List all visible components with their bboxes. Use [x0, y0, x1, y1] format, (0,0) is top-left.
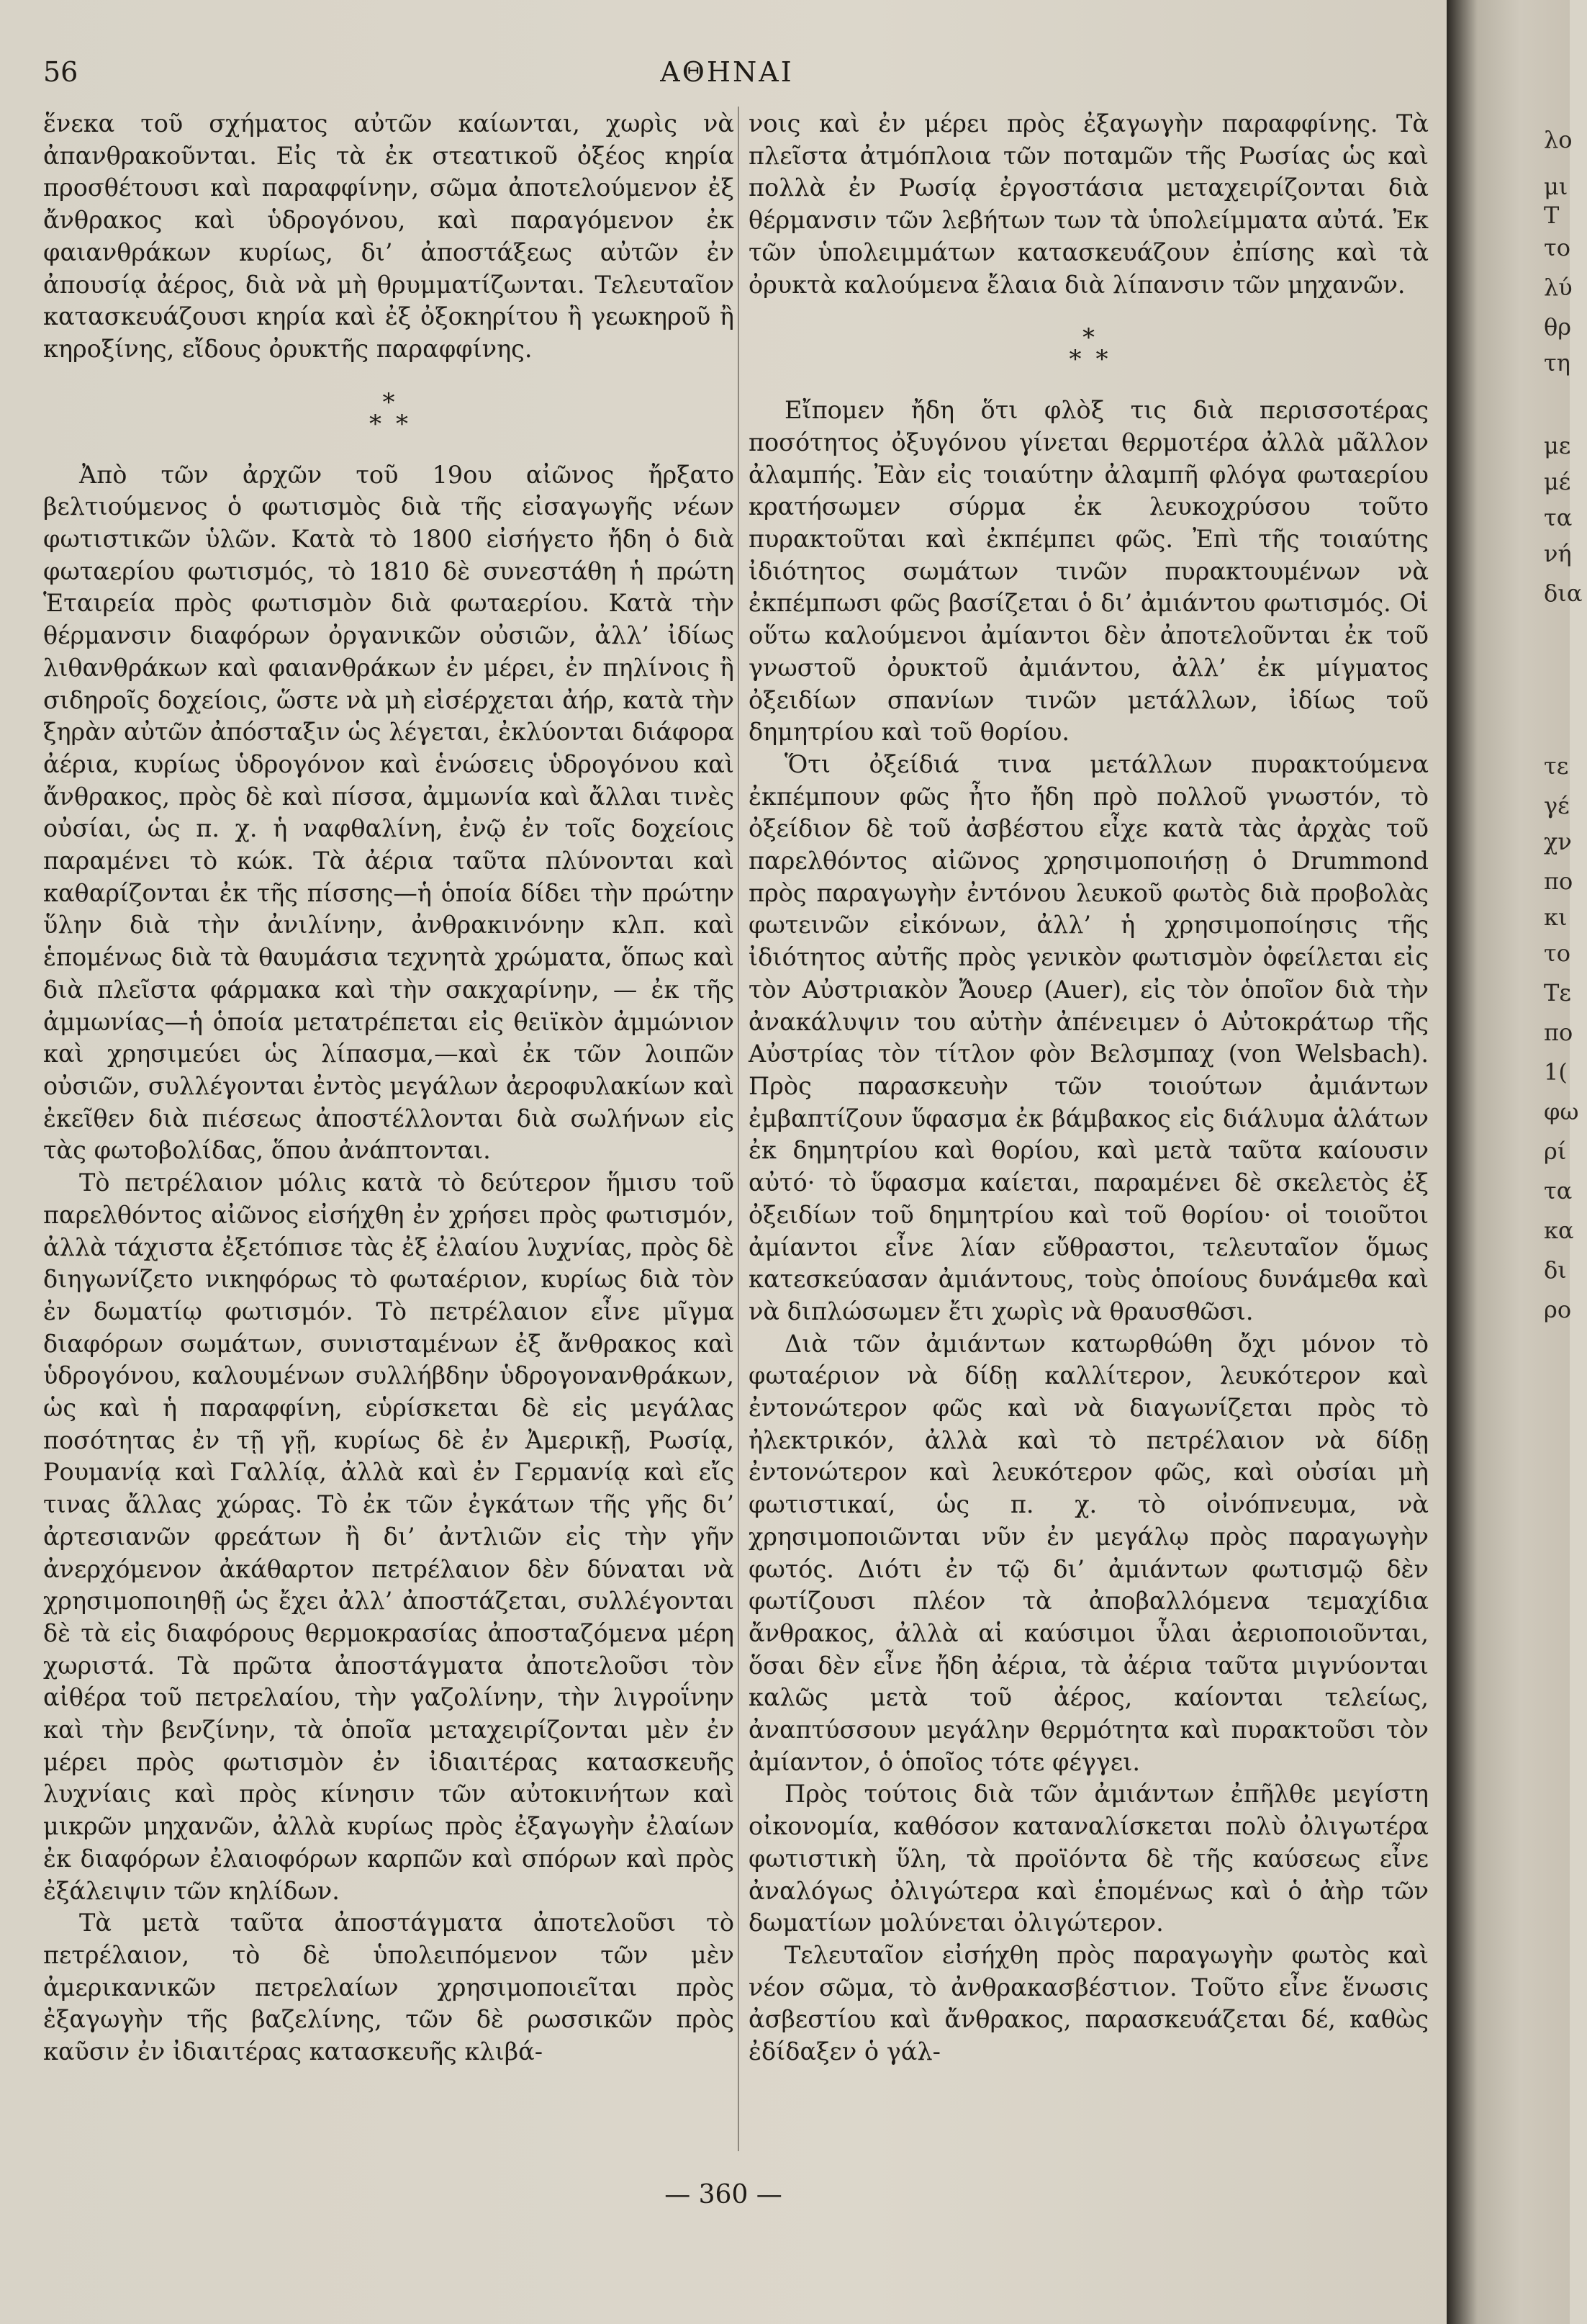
paragraph: Τελευταῖον εἰσήχθη πρὸς παραγωγὴν φωτὸς καὶ νέον σῶμα, τὸ ἀνθρακασβέστιον. Τοῦτο εἶνε ἕνωσις ἀσβεστίου καὶ ἄνθρακος, παρασκευάζεται δέ, καθὼς ἐδίδαξεν ὁ γάλ- [749, 1940, 1429, 2066]
page-footer-marker: — 360 — [664, 2180, 782, 2210]
edge-fragment: ρί [1544, 1138, 1567, 1165]
paragraph: Διὰ τῶν ἀμιάντων κατωρθώθη ὄχι μόνον τὸ φωταέριον νὰ δίδῃ καλλίτερον, λευκότερον καὶ ἐντονώτερον φῶς καὶ νὰ διαγωνίζεται πρὸς τὸ ἠλεκτρικόν, ἀλλὰ καὶ τὸ πετρέλαιον νὰ δίδῃ ἐντονώτερον καὶ λευκότερον φῶς, καὶ οὐσίαι μὴ φωτιστικαί, ὡς π. χ. τὸ οἰνόπνευμα, νὰ χρησιμοποιῶνται νῦν ἐν μεγάλῳ πρὸς παραγωγὴν φωτός. Διότι ἐν τῷ δι’ ἀμιάντων φωτισμῷ δὲν φωτίζουσι πλέον τὰ ἀποβαλλόμενα τεμαχίδια ἄνθρακος, ἀλλὰ αἱ καύσιμοι ὗλαι ἀεριοποιοῦνται, ὅσαι δὲν εἶνε ἤδη ἀέρια, τὰ ἀέρια ταῦτα μιγνύονται καλῶς μετὰ τοῦ ἀέρος, καίονται τελείως, ἀναπτύσσουν μεγάλην θερμότητα καὶ πυρακτοῦσι τὸν ἀμίαντον, ὁ ὁποῖος τότε φέγγει. [749, 1329, 1429, 1776]
edge-fragment: κα [1544, 1217, 1574, 1244]
column-divider [738, 107, 739, 2151]
paragraph: Ἀπὸ τῶν ἀρχῶν τοῦ 19ου αἰῶνος ἤρξατο βελτιούμενος ὁ φωτισμὸς διὰ τῆς εἰσαγωγῆς νέων φωτιστικῶν ὑλῶν. Κατὰ τὸ 1800 εἰσήγετο ἤδη ὁ διὰ φωταερίου φωτισμός, τὸ 1810 δὲ συνεστάθη ἡ πρώτη Ἑταιρεία πρὸς φωτισμὸν διὰ φωταερίου. Κατὰ τὴν θέρμανσιν διαφόρων ὀργανικῶν οὐσιῶν, ἀλλ’ ἰδίως λιθανθράκων καὶ φαιανθράκων ἐν μέρει, ἐν πηλίνοις ἢ σιδηροῖς δοχείοις, ὥστε νὰ μὴ εἰσέρχεται ἀήρ, κατὰ τὴν ξηρὰν αὐτῶν ἀπόσταξιν ὡς λέγεται, ἐκλύονται διάφορα ἀέρια, κυρίως ὑδρογόνον καὶ ἑνώσεις ὑδρογόνου καὶ ἄνθρακος, πρὸς δὲ καὶ πίσσα, ἀμμωνία καὶ ἄλλαι τινὲς οὐσίαι, ὡς π. χ. ἡ ναφθαλίνη, ἐνῷ ἐν τοῖς δοχείοις παραμένει τὸ κώκ. Τὰ ἀέρια ταῦτα πλύνονται καὶ καθαρίζονται ἐκ τῆς πίσσης—ἡ ὁποία δίδει τὴν πρώτην ὕλην διὰ τὴν ἀνιλίνην, ἀνθρακινόνην κλπ. καὶ ἑπομένως διὰ τὰ θαυμάσια τεχνητὰ χρώματα, ὅπως καὶ διὰ πλεῖστα φάρμακα καὶ τὴν σακχαρίνην, — ἐκ τῆς ἀμμωνίας—ἡ ὁποία μετατρέπεται εἰς θειϊκὸν ἀμμώνιον καὶ χρησιμεύει ὡς λίπασμα,—καὶ ἐκ τῶν λοιπῶν οὐσιῶν, συλλέγονται ἐντὸς μεγάλων ἀεροφυλακίων καὶ ἐκεῖθεν διὰ πιέσεως ἀποστέλλονται διὰ σωλήνων εἰς τὰς φωτοβολίδας, ὅπου ἀνάπτονται. [43, 460, 734, 1165]
page-header [43, 56, 1411, 99]
edge-fragment: λο [1544, 126, 1573, 153]
edge-fragment: τα [1544, 504, 1573, 531]
edge-fragment: το [1544, 234, 1570, 261]
asterism: * ** [1069, 323, 1123, 374]
edge-fragment: 1( [1544, 1058, 1568, 1086]
edge-fragment: πο [1544, 1019, 1573, 1046]
paragraph: Πρὸς τούτοις διὰ τῶν ἀμιάντων ἐπῆλθε μεγίστη οἰκονομία, καθόσον καταναλίσκεται πολὺ ὀλιγωτέρα φωτιστικὴ ὕλη, τὰ προϊόντα δὲ τῆς καύσεως εἶνε ἀναλόγως ὀλιγώτερα καὶ ἑπομένως καὶ ὁ ἀὴρ τῶν δωματίων μολύνεται ὀλιγώτερον. [749, 1780, 1429, 1937]
adjacent-page-edge [1447, 0, 1583, 2324]
edge-fragment: ρο [1544, 1296, 1572, 1323]
edge-fragment: το [1544, 940, 1570, 967]
edge-fragment: μι [1544, 173, 1568, 200]
page-number: 56 [43, 56, 78, 88]
paragraph: ἕνεκα τοῦ σχήματος αὐτῶν καίωνται, χωρὶς νὰ ἀπανθρακοῦνται. Εἰς τὰ ἐκ στεατικοῦ ὀξέος κηρία προσθέτουσι καὶ παραφφίνην, σῶμα ἀποτελούμενον ἐξ ἄνθρακος καὶ ὑδρογόνου, καὶ παραγόμενον ἐκ φαιανθράκων κυρίως, δι’ ἀποστάξεως αὐτῶν ἐν ἀπουσίᾳ ἀέρος, διὰ νὰ μὴ θρυμματίζωνται. Τελευταῖον κατασκευάζουσι κηρία καὶ ἐξ ὀξοκηρίτου ἢ γεωκηροῦ ἢ κηροξίνης, εἴδους ὀρυκτῆς παραφφίνης. [43, 109, 734, 363]
edge-fragment: γέ [1544, 792, 1570, 819]
edge-fragment: πο [1544, 868, 1573, 895]
edge-fragment: με [1544, 432, 1571, 459]
edge-fragment: νή [1544, 540, 1572, 567]
edge-fragment: χν [1544, 828, 1572, 855]
paragraph: Εἴπομεν ἤδη ὅτι φλὸξ τις διὰ περισσοτέρας ποσότητος ὀξυγόνου γίνεται θερμοτέρα ἀλλὰ μᾶλλον ἀλαμπής. Ἐὰν εἰς τοιαύτην ἀλαμπῆ φλόγα φωταερίου κρατήσωμεν σύρμα ἐκ λευκοχρύσου τοῦτο πυρακτοῦται καὶ ἐκπέμπει φῶς. Ἐπὶ τῆς τοιαύτης ἰδιότητος σωμάτων τινῶν πυρακτουμένων νὰ ἐκπέμπωσι φῶς βασίζεται ὁ δι’ ἀμιάντου φωτισμός. Οἱ οὕτω καλούμενοι ἀμίαντοι δὲν ἀποτελοῦνται ἐκ τοῦ γνωστοῦ ὀρυκτοῦ ἀμιάντου, ἀλλ’ ἐκ μίγματος ὀξειδίων σπανίων τινῶν μετάλλων, ἰδίως τοῦ δημητρίου καὶ τοῦ θορίου. [749, 396, 1429, 747]
paragraph: Ὅτι ὀξείδιά τινα μετάλλων πυρακτούμενα ἐκπέμπουν φῶς ἦτο ἤδη πρὸ πολλοῦ γνωστόν, τὸ ὀξείδιον δὲ τοῦ ἀσβέστου εἶχε κατὰ τὰς ἀρχὰς τοῦ παρελθόντος αἰῶνος χρησιμοποιήσῃ ὁ Drummond πρὸς παραγωγὴν ἐντόνου λευκοῦ φωτὸς διὰ προβολὰς φωτεινῶν εἰκόνων, ἀλλ’ ἡ χρησιμοποίησις τῆς ἰδιότητος αὐτῆς πρὸς γενικὸν φωτισμὸν ὀφείλεται εἰς τὸν Αὐστριακὸν Ἄουερ (Auer), εἰς τὸν ὁποῖον διὰ τὴν ἀνακάλυψιν του αὐτὴν ἀπένειμεν ὁ Αὐτοκράτωρ τῆς Αὐστρίας τὸν τίτλον φὸν Βελσμπαχ (von Welsbach). Πρὸς παρασκευὴν τῶν τοιούτων ἀμιάντων ἐμβαπτίζουν ὕφασμα ἐκ βάμβακος εἰς διάλυμα ἁλάτων ἐκ δημητρίου καὶ θορίου, καὶ μετὰ ταῦτα καίουσιν αὐτό· τὸ ὕφασμα καίεται, παραμένει δὲ σκελετὸς ἐξ ὀξειδίων τοῦ δημητρίου καὶ τοῦ θορίου· οἱ τοιοῦτοι ἀμίαντοι εἶνε λίαν εὔθραστοι, τελευταῖον ὅμως κατεσκεύασαν ἀμιάντους, τοὺς ὁποίους δυνάμεθα καὶ νὰ διπλώσωμεν ἔτι χωρὶς νὰ θραυσθῶσι. [749, 749, 1429, 1325]
edge-fragment: φω [1544, 1098, 1579, 1125]
running-title: ΑΘΗΝΑΙ [660, 56, 794, 88]
edge-fragment: τη [1544, 349, 1570, 377]
asterism: * ** [369, 387, 422, 438]
paragraph: νοις καὶ ἐν μέρει πρὸς ἐξαγωγὴν παραφφίνης. Τὰ πλεῖστα ἀτμόπλοια τῶν ποταμῶν τῆς Ρωσίας ὡς καὶ πολλὰ ἐν Ρωσίᾳ ἐργοστάσια μεταχειρίζονται διὰ θέρμανσιν τῶν λεβήτων των τὰ ὑπολείμματα αὐτά. Ἐκ τῶν ὑπολειμμάτων κατασκευάζουν ἐπίσης καὶ τὰ ὀρυκτὰ καλούμενα ἔλαια διὰ λίπανσιν τῶν μηχανῶν. [749, 109, 1429, 299]
edge-fragment: θρ [1544, 313, 1572, 341]
edge-fragment: δια [1544, 580, 1583, 607]
edge-fragment: κι [1544, 904, 1568, 931]
edge-fragment: τε [1544, 752, 1569, 780]
edge-fragment: Τ [1544, 202, 1560, 229]
edge-fragment: δι [1544, 1256, 1567, 1284]
right-column [749, 108, 1429, 2068]
paragraph: Τὸ πετρέλαιον μόλις κατὰ τὸ δεύτερον ἥμισυ τοῦ παρελθόντος αἰῶνος εἰσήχθη ἐν χρήσει πρὸς φωτισμόν, ἀλλὰ τάχιστα ἐξετόπισε τὰς ἐξ ἐλαίου λυχνίας, πρὸς δὲ διηγωνίζετο νικηφόρως τὸ φωταέριον, κυρίως διὰ τὸν ἐν δωματίῳ φωτισμόν. Τὸ πετρέλαιον εἶνε μῖγμα διαφόρων σωμάτων, συνισταμένων ἐξ ἄνθρακος καὶ ὑδρογόνου, καλουμένων συλλήβδην ὑδρογονανθράκων, ὡς καὶ ἡ παραφφίνη, εὑρίσκεται δὲ εἰς μεγάλας ποσότητας ἐν τῇ γῇ, κυρίως δὲ ἐν Ἀμερικῇ, Ρωσίᾳ, Ρουμανίᾳ καὶ Γαλλίᾳ, ἀλλὰ καὶ ἐν Γερμανίᾳ καὶ εἴς τινας ἄλλας χώρας. Τὸ ἐκ τῶν ἐγκάτων τῆς γῆς δι’ ἀρτεσιανῶν φρεάτων ἢ δι’ ἀντλιῶν εἰς τὴν γῆν ἀνερχόμενον ἀκάθαρτον πετρέλαιον δὲν δύναται νὰ χρησιμοποιηθῇ ὡς ἔχει ἀλλ’ ἀποστάζεται, συλλέγονται δὲ τὰ εἰς διαφόρους θερμοκρασίας ἀποσταζόμενα μέρη χωριστά. Τὰ πρῶτα ἀποστάγματα ἀποτελοῦσι τὸν αἰθέρα τοῦ πετρελαίου, τὴν γαζολίνην, τὴν λιγροΐνην καὶ τὴν βενζίνην, τὰ ὁποῖα μεταχειρίζονται μὲν ἐν μέρει πρὸς φωτισμὸν ἐν ἰδιαιτέρας κατασκευῆς λυχνίαις καὶ πρὸς κίνησιν τῶν αὐτοκινήτων καὶ μικρῶν μηχανῶν, ἀλλὰ κυρίως πρὸς ἐξαγωγὴν ἐλαίων ἐκ διαφόρων ἐλαιοφόρων καρπῶν καὶ σπόρων καὶ πρὸς ἐξάλειψιν τῶν κηλίδων. [43, 1168, 734, 1905]
left-column [43, 108, 734, 2068]
edge-fragment: μέ [1544, 468, 1571, 495]
edge-fragment: λύ [1544, 274, 1573, 301]
paragraph: Τὰ μετὰ ταῦτα ἀποστάγματα ἀποτελοῦσι τὸ πετρέλαιον, τὸ δὲ ὑπολειπόμενον τῶν μὲν ἀμερικανικῶν πετρελαίων χρησιμοποιεῖται πρὸς ἐξαγωγὴν τῆς βαζελίνης, τῶν δὲ ρωσσικῶν πρὸς καῦσιν ἐν ἰδιαιτέρας κατασκευῆς κλιβά- [43, 1909, 734, 2066]
edge-fragment: Τε [1544, 979, 1571, 1006]
edge-fragment: τα [1544, 1177, 1573, 1204]
